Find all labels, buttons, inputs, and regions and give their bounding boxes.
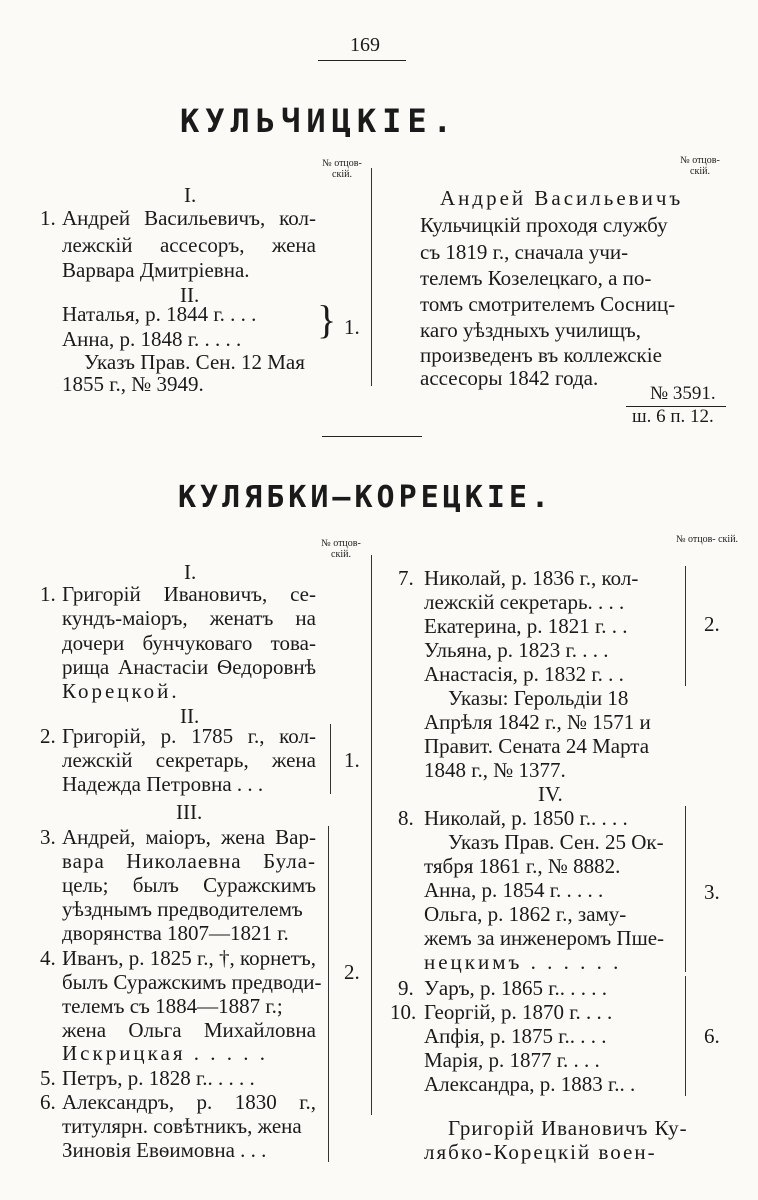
s2-e4-line1: Иванъ, р. 1825 г., †, корнетъ,: [62, 946, 316, 970]
s2-e9-10-bracket-num: 6.: [704, 1024, 720, 1048]
s2-e1-line2: кундъ-маіоръ, женатъ на: [62, 606, 316, 630]
s2-e4-line3: телемъ съ 1884—1887 г.;: [62, 994, 283, 1018]
s1-entry1-num: 1.: [40, 206, 56, 230]
section1-title: КУЛЬЧИЦКІЕ.: [180, 102, 458, 140]
s1-right-line7: произведенъ въ коллежскіе: [420, 343, 662, 367]
s2-e4-line2: былъ Суражскимъ предводи-: [62, 970, 322, 994]
s2-e3-line4: уѣзднымъ предводителемъ: [62, 897, 303, 921]
s1-entry2-decree-line1: Указъ Прав. Сен. 12 Мая: [84, 350, 305, 374]
s2-e7-num: 7.: [398, 566, 414, 590]
s2-e10-line4: Александра, р. 1883 г.. .: [424, 1072, 636, 1096]
s1-right-line1: Андрей Васильевичъ: [440, 186, 684, 210]
section1-roman-1: I.: [184, 183, 197, 207]
s1-entry2-decree-line2: 1855 г., № 3949.: [62, 372, 204, 396]
s2-e8-line3: тября 1861 г., № 8882.: [424, 854, 621, 878]
page-number: 169: [350, 34, 380, 56]
s2-e3-6-bracket-num: 2.: [344, 960, 360, 984]
s2-e3-num: 3.: [40, 825, 56, 849]
section1-left-col-header: № отцов- скій.: [322, 158, 362, 180]
s2-e3-6-bracket: [328, 826, 329, 1162]
s2-e8-bracket: [685, 806, 686, 972]
s2-e7-line1: Николай, р. 1836 г., кол-: [424, 566, 639, 590]
s2-e7-line2: лежскій секретарь. . . .: [424, 590, 625, 614]
section2-column-divider: [371, 555, 372, 1115]
s2-e7-line4: Ульяна, р. 1823 г. . . .: [424, 638, 609, 662]
s2-e7-line3: Екатерина, р. 1821 г. . .: [424, 614, 628, 638]
s1-right-line6: каго уѣздныхъ училищъ,: [420, 318, 642, 342]
s2-roman-2: II.: [180, 704, 200, 728]
s2-e3-line1: Андрей, маіоръ, жена Вар-: [62, 825, 316, 849]
s2-e1-line4: рища Анастасіи Ѳедоровнѣ: [62, 655, 316, 679]
s2-e8-line6: жемъ за инженеромъ Пше-: [424, 926, 665, 950]
s2-e1-line3: дочери бунчуковаго това-: [62, 631, 316, 655]
s1-right-line5: томъ смотрителемъ Сосниц-: [420, 292, 676, 316]
s2-e7-line5: Анастасія, р. 1832 г. . .: [424, 662, 624, 686]
s2-e4-line5: Искрицкая . . . . .: [62, 1041, 269, 1065]
s1-entry1-line2: лежскій ассесоръ, жена: [62, 233, 316, 257]
section2-right-col-header: № отцов- скій.: [675, 534, 739, 545]
s2-e9-num: 9.: [398, 976, 414, 1000]
s2-roman-3: III.: [176, 800, 203, 824]
section-separator: [322, 436, 422, 437]
section1-right-col-header: № отцов- скій.: [680, 155, 720, 177]
s2-e7-decree-line3: Правит. Сената 24 Марта: [424, 734, 650, 758]
s1-right-line8: ассесоры 1842 года.: [420, 366, 599, 390]
section1-roman-2: II.: [180, 283, 200, 307]
section1-column-divider: [371, 168, 372, 386]
s1-entry1-line1: Андрей Васильевичъ, кол-: [62, 206, 316, 230]
page-number-rule: [318, 60, 406, 61]
s2-e2-line3: Надежда Петровна . . .: [62, 772, 264, 796]
s2-e10-line1: Георгій, р. 1870 г. . . .: [424, 1000, 613, 1024]
s1-right-line3: съ 1819 г., сначала учи-: [420, 240, 629, 264]
s2-e2-line1: Григорій, р. 1785 г., кол-: [62, 724, 316, 748]
s2-roman-4: IV.: [538, 782, 563, 806]
s1-entry1-line3: Варвара Дмитріевна.: [62, 258, 250, 282]
s1-entry2-line2: Анна, р. 1848 г. . . . .: [62, 327, 242, 351]
s2-e10-num: 10.: [390, 1000, 417, 1024]
s2-roman-1: I.: [184, 560, 197, 584]
s2-e7-decree-line1: Указы: Герольдіи 18: [448, 686, 629, 710]
s2-e7-decree-line4: 1848 г., № 1377.: [424, 758, 566, 782]
section2-title: КУЛЯБКИ–КОРЕЦКІЕ.: [178, 480, 554, 515]
s2-e6-num: 6.: [40, 1090, 56, 1114]
s2-e5-line1: Петръ, р. 1828 г.. . . . .: [62, 1066, 255, 1090]
s2-e6-line3: Зиновія Евѳимовна . . .: [62, 1138, 267, 1162]
s2-e3-line2: вара Николаевна Була-: [62, 849, 316, 873]
s1-right-line2: Кульчицкій проходя службу: [420, 213, 668, 237]
s1-right-ref2: ш. 6 п. 12.: [632, 406, 714, 427]
s2-e1-line1: Григорій Ивановичъ, се-: [62, 582, 316, 606]
s2-closing-line2: лябко-Корецкій воен-: [424, 1140, 657, 1164]
s2-e2-bracket: [330, 724, 331, 794]
s2-e8-line5: Ольга, р. 1862 г., заму-: [424, 902, 627, 926]
s2-e8-line4: Анна, р. 1854 г. . . . .: [424, 878, 604, 902]
s2-e3-line5: дворянства 1807—1821 г.: [62, 921, 289, 945]
s1-right-ref1: № 3591.: [650, 383, 716, 404]
s2-e4-num: 4.: [40, 946, 56, 970]
s2-e6-line2: титулярн. совѣтникъ, жена: [62, 1114, 302, 1138]
s1-right-line4: телемъ Козелецкаго, а по-: [420, 266, 652, 290]
s2-e7-bracket-num: 2.: [704, 612, 720, 636]
s2-e1-num: 1.: [40, 582, 56, 606]
s2-e7-decree-line2: Апрѣля 1842 г., № 1571 и: [424, 710, 651, 734]
s2-e2-line2: лежскій секретарь, жена: [62, 748, 316, 772]
s2-e8-num: 8.: [398, 806, 414, 830]
s2-e6-line1: Александръ, р. 1830 г.,: [62, 1090, 316, 1114]
s2-e8-line2: Указъ Прав. Сен. 25 Ок-: [448, 830, 664, 854]
s2-e8-line7: нецкимъ . . . . . .: [424, 950, 622, 974]
s2-e7-bracket: [685, 566, 686, 686]
s1-entry2-brace: }: [317, 297, 337, 342]
s2-closing-line1: Григорій Ивановичъ Ку-: [448, 1116, 688, 1140]
s2-e3-line3: цель; былъ Суражскимъ: [62, 873, 316, 897]
s1-entry2-line1: Наталья, р. 1844 г. . . .: [62, 302, 257, 326]
s2-e8-line1: Николай, р. 1850 г.. . . .: [424, 806, 628, 830]
s2-e8-bracket-num: 3.: [704, 880, 720, 904]
section2-left-col-header: № отцов- скій.: [321, 538, 361, 560]
s2-e2-num: 2.: [40, 724, 56, 748]
s2-e10-line3: Марія, р. 1877 г. . . .: [424, 1048, 600, 1072]
s1-entry2-bracket-num: 1.: [344, 315, 360, 339]
s2-e10-line2: Апфія, р. 1875 г.. . . .: [424, 1024, 607, 1048]
s2-e9-line1: Уаръ, р. 1865 г.. . . . .: [424, 976, 608, 1000]
s2-e1-line5: Корецкой.: [62, 679, 180, 703]
s2-e4-line4: жена Ольга Михайловна: [62, 1018, 316, 1042]
s2-e2-bracket-num: 1.: [344, 748, 360, 772]
s2-e5-num: 5.: [40, 1066, 56, 1090]
s2-e9-10-bracket: [685, 976, 686, 1096]
